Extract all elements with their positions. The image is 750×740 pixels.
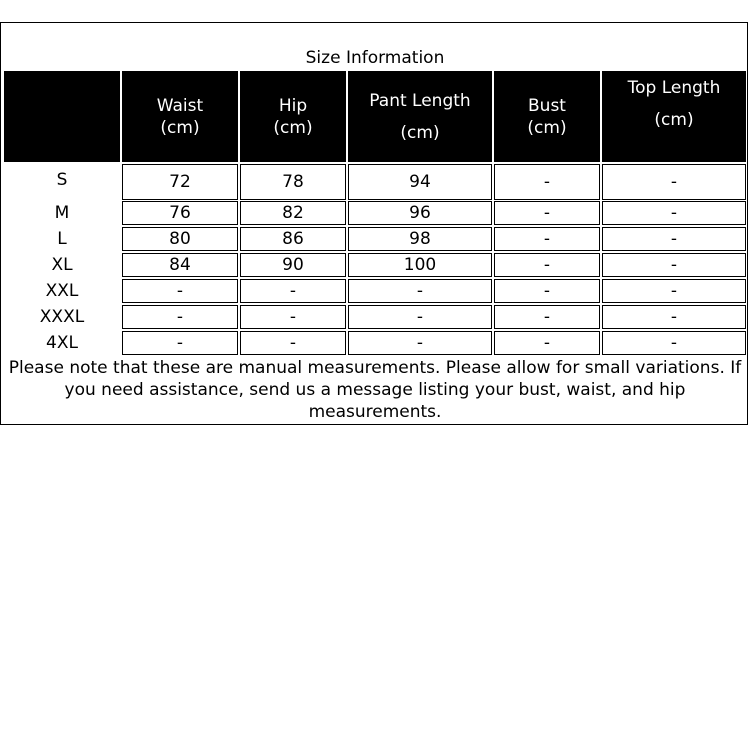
- table-cell: -: [494, 253, 600, 277]
- size-label: M: [54, 203, 70, 223]
- table-cell: -: [348, 279, 492, 303]
- header-waist: [122, 71, 238, 162]
- header-label: Top Length: [627, 78, 721, 98]
- table-cell: -: [348, 331, 492, 355]
- size-label: 4XL: [46, 333, 78, 353]
- size-label: XXL: [45, 281, 79, 301]
- header-unit: (cm): [527, 117, 567, 138]
- table-cell: -: [494, 227, 600, 251]
- table-cell: -: [602, 164, 746, 200]
- header-unit: (cm): [400, 122, 440, 143]
- table-cell: 76: [122, 201, 238, 225]
- size-label: L: [57, 229, 67, 249]
- table-cell: -: [122, 331, 238, 355]
- size-label: XL: [51, 255, 73, 275]
- table-cell: 100: [348, 253, 492, 277]
- table-cell: 82: [240, 201, 346, 225]
- table-cell: -: [602, 253, 746, 277]
- table-cell: -: [494, 164, 600, 200]
- table-cell: -: [122, 305, 238, 329]
- table-cell: 86: [240, 227, 346, 251]
- table-cell: -: [602, 305, 746, 329]
- table-cell: 90: [240, 253, 346, 277]
- table-cell: -: [122, 279, 238, 303]
- size-label: XXXL: [39, 307, 85, 327]
- table-cell: -: [494, 331, 600, 355]
- header-unit: (cm): [273, 117, 313, 138]
- table-cell: -: [494, 201, 600, 225]
- table-cell: -: [494, 305, 600, 329]
- header-label: Bust: [528, 95, 566, 116]
- table-cell: 94: [348, 164, 492, 200]
- table-cell: -: [240, 305, 346, 329]
- header-unit: (cm): [160, 117, 200, 138]
- header-label: Hip: [278, 95, 308, 116]
- table-cell: -: [240, 279, 346, 303]
- table-cell: 80: [122, 227, 238, 251]
- size-label: S: [56, 170, 68, 190]
- table-cell: -: [494, 279, 600, 303]
- measurement-note: Please note that these are manual measurements. Please allow for small variations. If you need assistance, send us a message listing your bust, waist, and hip measurements.: [8, 358, 742, 422]
- header-label: Pant Length: [369, 90, 471, 111]
- header-bust: [494, 71, 600, 162]
- table-cell: -: [602, 331, 746, 355]
- table-cell: -: [602, 279, 746, 303]
- header-pant-length: [348, 71, 492, 162]
- table-cell: 78: [240, 164, 346, 200]
- table-cell: -: [602, 227, 746, 251]
- header-unit: (cm): [654, 110, 694, 130]
- table-cell: -: [602, 201, 746, 225]
- table-cell: 98: [348, 227, 492, 251]
- chart-title: Size Information: [305, 48, 445, 68]
- header-hip: [240, 71, 346, 162]
- header-top-length: [602, 71, 746, 162]
- table-cell: -: [348, 305, 492, 329]
- table-cell: -: [240, 331, 346, 355]
- table-cell: 84: [122, 253, 238, 277]
- header-corner: [4, 71, 120, 162]
- table-cell: 96: [348, 201, 492, 225]
- header-label: Waist: [156, 95, 204, 116]
- table-cell: 72: [122, 164, 238, 200]
